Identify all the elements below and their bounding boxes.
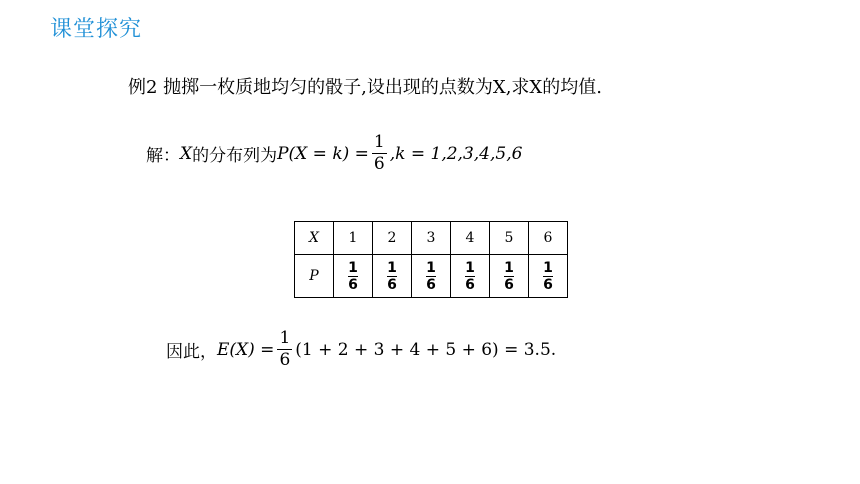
solution-fraction [372,134,387,173]
prob-numerator: 1 [348,259,358,276]
prob-numerator: 1 [504,259,514,276]
solution-rest: ,k = 1,2,3,4,5,6 [389,143,523,164]
conclusion-line [166,330,556,369]
slide-title: 课堂探究 [50,17,143,42]
prob-numerator: 1 [465,259,475,276]
prob-denominator: 6 [465,276,475,293]
conclusion-rhs: (1 + 2 + 3 + 4 + 5 + 6) = 3.5. [295,339,557,360]
solution-line [146,134,522,173]
table-cell-x3: 3 [412,222,451,255]
table-cell-p4 [451,255,490,298]
table-cell-p1 [334,255,373,298]
table-cell-p6 [529,255,568,298]
table-row-p [295,255,568,298]
prob-numerator: 1 [543,259,553,276]
table-cell-x6: 6 [529,222,568,255]
table-header-x: X [295,222,334,255]
table-header-p: P [295,255,334,298]
solution-fraction-numerator: 1 [373,132,385,152]
table-row-x [295,222,568,255]
conclusion-prefix: 因此， [166,342,217,362]
prob-numerator: 1 [387,259,397,276]
solution-lhs: P(X = k) = [277,143,369,164]
table-cell-x2: 2 [373,222,412,255]
prob-denominator: 6 [348,276,358,293]
solution-text: 的分布列为 [192,146,278,166]
solution-variable: X [180,143,193,164]
conclusion-lhs: E(X) = [217,339,275,360]
solution-fraction-denominator: 6 [373,154,385,174]
prob-denominator: 6 [387,276,397,293]
distribution-table [294,221,568,298]
table-cell-p5 [490,255,529,298]
solution-prefix: 解： [146,146,180,166]
problem-statement: 例2 抛掷一枚质地均匀的骰子,设出现的点数为X,求X的均值. [128,77,602,98]
table-cell-p3 [412,255,451,298]
prob-numerator: 1 [426,259,436,276]
table-cell-x4: 4 [451,222,490,255]
prob-denominator: 6 [426,276,436,293]
table-cell-x5: 5 [490,222,529,255]
conclusion-fraction [277,330,292,369]
table-cell-p2 [373,255,412,298]
prob-denominator: 6 [504,276,514,293]
prob-denominator: 6 [543,276,553,293]
conclusion-fraction-denominator: 6 [279,350,291,370]
conclusion-fraction-numerator: 1 [279,328,291,348]
table-cell-x1: 1 [334,222,373,255]
